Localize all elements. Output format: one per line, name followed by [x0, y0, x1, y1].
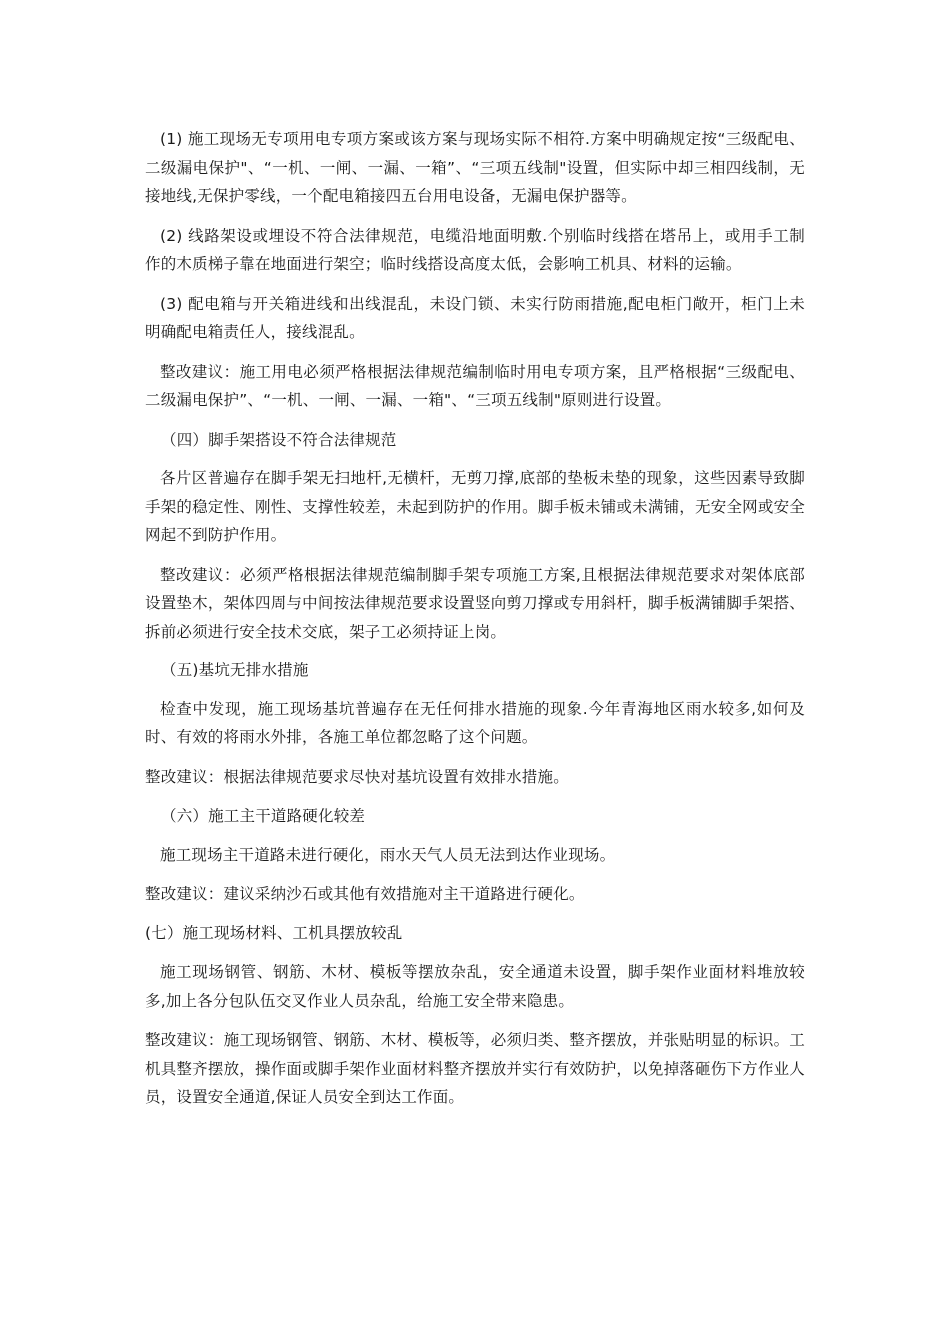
paragraph-rectification-materials: 整改建议：施工现场钢管、钢筋、木材、模板等，必须归类、整齐摆放，并张贴明显的标识。工机具整齐摆放，操作面或脚手架作业面材料整齐摆放并实行有效防护，以免掉落砸伤下方作业人员，设置安全通道,保证人员安全到达工作面。	[145, 1031, 805, 1106]
section-heading-6: （六）施工主干道路硬化较差	[161, 807, 366, 825]
section-heading-4: （四）脚手架搭设不符合法律规范	[161, 430, 397, 449]
section-heading-7: (七）施工现场材料、工机具摆放较乱	[145, 923, 403, 942]
paragraph-material-stacking: 施工现场钢管、钢筋、木材、模板等摆放杂乱，安全通道未设置，脚手架作业面材料堆放较多,加上各分包队伍交叉作业人员杂乱，给施工安全带来隐患。	[145, 963, 805, 1010]
paragraph-item-3: (3) 配电箱与开关箱进线和出线混乱，未设门锁、未实行防雨措施,配电柜门敞开，柜门上未明确配电箱责任人，接线混乱。	[145, 294, 805, 341]
paragraph-road-hardening: 施工现场主干道路未进行硬化，雨水天气人员无法到达作业现场。	[160, 845, 616, 864]
paragraph-rectification-road: 整改建议：建议采纳沙石或其他有效措施对主干道路进行硬化。	[145, 885, 585, 903]
paragraph-item-2: (2) 线路架设或埋设不符合法律规范，电缆沿地面明敷.个别临时线搭在塔吊上，或用手工制作的木质梯子靠在地面进行架空；临时线搭设高度太低，会影响工机具、材料的运输。	[145, 226, 805, 273]
paragraph-item-1: (1) 施工现场无专项用电专项方案或该方案与现场实际不相符.方案中明确规定按“三级配电、二级漏电保护"、“一机、一闸、一漏、一箱”、“三项五线制"设置，但实际中却三相四线制，无接地线,无保护零线，一个配电箱接四五台用电设备，无漏电保护器等。	[145, 130, 805, 205]
paragraph-rectification-pit: 整改建议：根据法律规范要求尽快对基坑设置有效排水措施。	[145, 767, 569, 786]
paragraph-pit-drainage: 检查中发现，施工现场基坑普遍存在无任何排水措施的现象.今年青海地区雨水较多,如何及时、有效的将雨水外排，各施工单位都忽略了这个问题。	[145, 699, 805, 746]
paragraph-scaffold-issues: 各片区普遍存在脚手架无扫地杆,无横杆，无剪刀撑,底部的垫板未垫的现象，这些因素导致脚手架的稳定性、刚性、支撑性较差，未起到防护的作用。脚手板未铺或未满铺，无安全网或安全网起不到防护作用。	[145, 469, 805, 544]
section-heading-5: （五)基坑无排水措施	[161, 661, 309, 679]
document-body	[145, 125, 805, 1112]
paragraph-rectification-scaffold: 整改建议：必须严格根据法律规范编制脚手架专项施工方案,且根据法律规范要求对架体底部设置垫木，架体四周与中间按法律规范要求设置竖向剪刀撑或专用斜杆，脚手板满铺脚手架搭、拆前必须进行安全技术交底，架子工必须持证上岗。	[145, 565, 805, 641]
paragraph-rectification-electric: 整改建议：施工用电必须严格根据法律规范编制临时用电专项方案，且严格根据“三级配电、二级漏电保护”、“一机、一闸、一漏、一箱"、“三项五线制"原则进行设置。	[145, 362, 805, 409]
